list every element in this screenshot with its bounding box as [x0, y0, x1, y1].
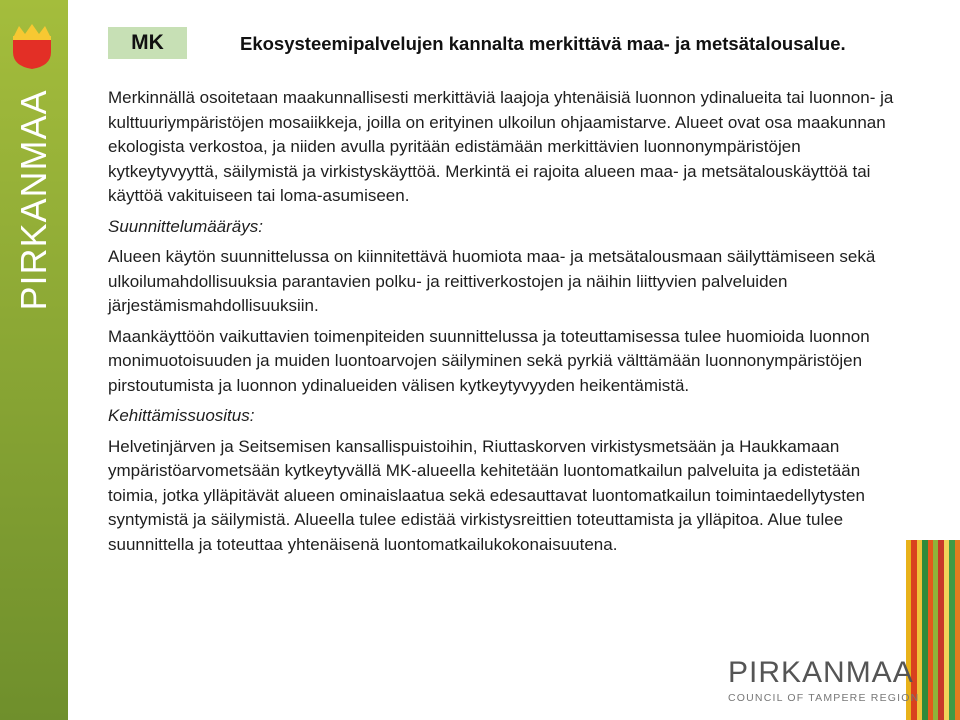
intro-paragraph: Merkinnällä osoitetaan maakunnallisesti merkittäviä laajoja yhtenäisiä luonnon ydinalueita tai luonnon- ja kulttuuriympäristöjen mosaiikkeja, joilla on erityinen ulkoilun ohjaamistarve. Alueet ovat osa maakunnan ekologista verkostoa, ja niiden avulla pyritään edistämään merkittävien luonnonympäristöjen kytkeytyvyyttä, säilymistä ja virkistyskäyttöä. Merkintä ei rajoita alueen maa- ja metsätalouskäyttöä tai käyttöä vakituiseen tai loma-asumiseen.	[108, 88, 894, 205]
planning-heading: Suunnittelumääräys:	[108, 216, 263, 236]
recommendation-paragraph: Helvetinjärven ja Seitsemisen kansallispuistoihin, Riuttaskorven virkistysmetsään ja Haukkamaan ympäristöarvometsään kytkeytyvällä MK-alueella kehitetään luontomatkailun palveluita ja edistetään toimia, jotka ylläpitävät alueen ominaislaatua sekä edesauttavat luontomatkailun toimintaedellytysten syntymistä ja säilymistä. Alueella tulee edistää virkistysreittien toteuttamista ja ylläpitoa. Alue tulee suunnittella ja toteuttaa yhtenäisenä luontomatkailukokonaisuutena.	[108, 436, 865, 554]
logo-subtitle: COUNCIL OF TAMPERE REGION	[728, 692, 920, 704]
stripe	[955, 540, 960, 720]
crown-shield-icon	[11, 22, 53, 70]
pirkanmaa-logo	[728, 658, 919, 704]
recommendation-heading: Kehittämissuositus:	[108, 406, 255, 425]
planning-paragraph-1: Alueen käytön suunnittelussa on kiinnitettävä huomiota maa- ja metsätalousmaan säilyttämiseen sekä ulkoilumahdollisuuksia parantavien polku- ja reittiverkostojen ja näihin liittyvien palveluiden järjestämismahdollisuuksiin.	[108, 247, 876, 315]
content-body	[108, 86, 908, 563]
sidebar-brand-text: PIRKANMAA	[13, 89, 54, 311]
page-title: Ekosysteemipalvelujen kannalta merkittävä maa- ja metsätalousalue.	[240, 33, 846, 54]
planning-paragraph-2: Maankäyttöön vaikuttavien toimenpiteiden suunnittelussa ja toteuttamisessa tulee huomioida luonnon monimuotoisuuden ja muiden luontoarvojen säilyminen sekä pyrkiä välttämään luonnonympäristöjen pirstoutumista ja luonnon ydinalueiden välisen kytkeytyvyyden heikentämistä.	[108, 326, 870, 395]
map-code-badge: MK	[108, 27, 187, 59]
brand-sidebar	[0, 0, 68, 720]
logo-name: PIRKANMAA	[728, 656, 914, 689]
